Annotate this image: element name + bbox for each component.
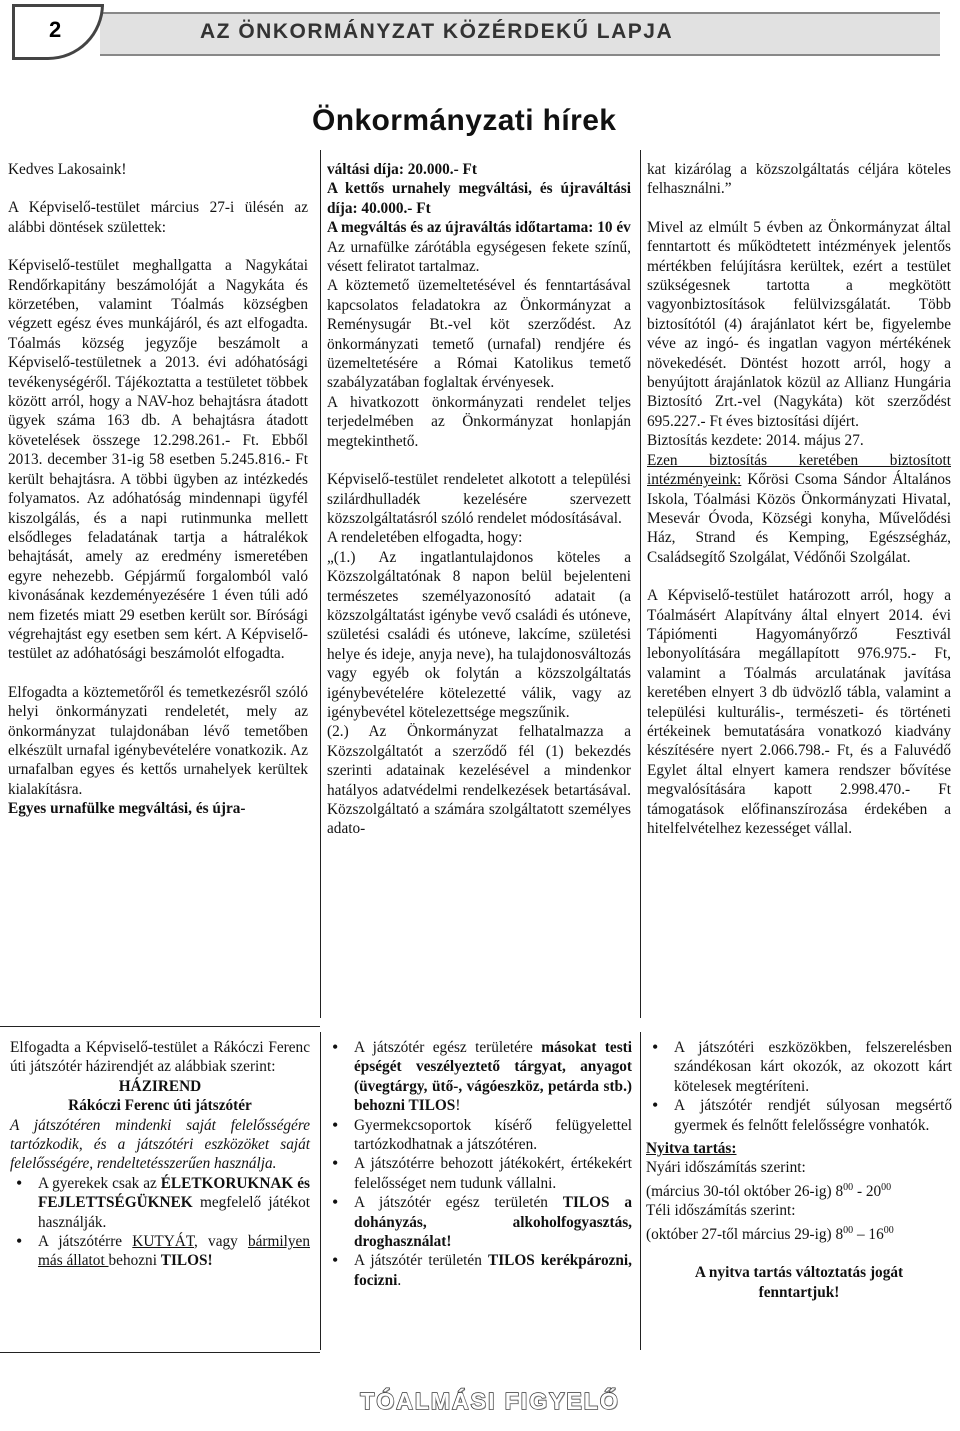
col1-paragraph-1: A Képviselő-testület március 27-i ülésén az alábbi döntések születtek: <box>8 199 308 236</box>
urn-period: A megváltás és az újraváltás időtartama: 10 év <box>327 219 631 237</box>
footer-masthead <box>300 1388 680 1424</box>
playground-rules-box <box>0 1032 321 1350</box>
hours-title: Nyitva tartás: <box>646 1140 737 1158</box>
masthead-text: TÓALMÁSI FIGYELŐ <box>360 1388 620 1414</box>
box-intro: Elfogadta a Képviselő-testület a Rákóczi Ferenc úti játszótér házirendjét az alábbiak szerint: <box>10 1039 310 1076</box>
rule-item: • Gyermekcsoportok kísérő felügyelettel tartózkodhatnak a játszótéren. <box>326 1116 632 1155</box>
rules-column-3 <box>646 1038 952 1302</box>
rule-item: • A játszótér területén TILOS kerékpározni, focizni. <box>326 1251 632 1290</box>
col3-paragraph-5: A Képviselő-testület határozott arról, hogy a Tóalmásért Alapítvány által elnyert 2014. évi Tápiómenti Hagyományőrző Fesztivál lebonyolítására megállapított 976.975.- Ft, valamint a Tóalmás arculatának javítása keretében elnyert 3 db üdvözlő tábla, valamint a települési kulturális-, természeti- és történeti értékeinek bemutatására vonatkozó kiadvány készítésére nyert 2.066.798.- Ft, és a Faluvédő Egylet által elnyert kamera rendszer bővítése megvalósítására kapott 2.998.470.- Ft támogatások előfinanszírozása érdekében a hitelfelvételhez kezességet vállal. <box>647 587 951 837</box>
section-title: Önkormányzati hírek <box>312 104 617 137</box>
insurance-start: Biztosítás kezdete: 2014. május 27. <box>647 432 864 450</box>
box-bottom-rule <box>0 1352 320 1353</box>
col3-paragraph-2: Mivel az elmúlt 5 évben az Önkormányzat által fenntartott és működtetett intézmények jelentős mértékben felújításra kerültek, ezért a testület szükségesnek tartotta a megkötött vagyonbiztosítások felülvizsgálatát. Több biztosítótól (4) árajánlatot kért be, figyelembe véve az ingó- és ingatlan vagyon mértékének növekedését. Döntést hozott arról, hogy a benyújtott árajánlatok közül az Allianz Hungária Biztosító Zrt.-vel (Nagykáta) köt szerződést 695.227.- Ft éves biztosítási díjért. <box>647 218 951 430</box>
col2-paragraph-3: A köztemető üzemeltetésével és fenntartásával kapcsolatos feladatokra az Önkormányzat a Reménysugár Bt.-vel köt szerződést. Az önkormányzati temető (urnafal) rendjére és üzemeltetésére a Római Katolikus temető szabályzatában foglaltak érvényesek. <box>327 277 631 392</box>
rule-item: • A gyerekek csak az ÉLETKORUKNAK és FEJLETTSÉGÜKNEK megfelelő játékot használják. <box>10 1174 310 1232</box>
rules-italic-intro: A játszótéren mindenki saját felelősségére tartózkodik, és a játszótéri eszközöket saját felelősségére, rendeltetésszerűen használja. <box>10 1116 310 1173</box>
page-number: 2 <box>49 17 62 42</box>
winter-label: Téli időszámítás szerint: <box>646 1202 796 1220</box>
rules-column-2 <box>326 1038 632 1290</box>
col1-paragraph-4: Egyes urnafülke megváltási, és újra- <box>8 800 246 818</box>
summer-label: Nyári időszámítás szerint: <box>646 1159 806 1177</box>
col2-paragraph-7: „(1.) Az ingatlantulajdonos köteles a Közszolgáltatónak 8 napon belül bejelenteni természetes személyazonosító adatait (a közszolgáltatást igénybe vevő családi és utóneve, születési családi és utóneve, lakcíme, születési helye és ideje, anyja neve), ha tulajdonosváltozás vagy egyéb ok folytán a közszolgáltatás igénybevételére kötelezetté válik, vagy az igénybevétel kötelezettsége megszűnik. <box>327 548 631 721</box>
rules-title: HÁZIREND <box>118 1077 202 1095</box>
urn-fee-double: A kettős urnahely megváltási, és újraváltási díja: 40.000.- Ft <box>327 180 631 217</box>
rule-item: • A játszótérre behozott játékokért, értékekért felelősséget nem tudunk vállalni. <box>326 1154 632 1193</box>
column-2 <box>327 160 631 839</box>
publication-title: AZ ÖNKORMÁNYZAT KÖZÉRDEKŰ LAPJA <box>200 20 674 43</box>
greeting: Kedves Lakosaink! <box>8 161 127 178</box>
col3-paragraph-1: kat kizárólag a közszolgáltatás céljára köteles felhasználni.” <box>647 161 951 198</box>
col3-paragraph-4: Ezen biztosítás keretében biztosított intézményeink: Kőrösi Csoma Sándor Általános Iskola, Tóalmási Közös Önkormányzati Hivatal, Mesevár Óvoda, Községi konyha, Művelődési Ház, Strand és Kemping, Egészségház, Családsegítő Szolgálat, Védőnői Szolgálat. <box>647 451 951 566</box>
page-header <box>0 0 960 68</box>
col2-paragraph-2: Az urnafülke zárótábla egységesen fekete színű, vésett feliratot tartalmaz. <box>327 238 631 276</box>
urn-fee-single: váltási díja: 20.000.- Ft <box>327 161 477 178</box>
column-rule-1 <box>320 150 321 1018</box>
column-3 <box>647 160 951 838</box>
summer-hours: (március 30-tól október 26-ig) $8^{00} - 20^{00}$ <box>646 1181 892 1200</box>
col2-paragraph-4: A hivatkozott önkormányzati rendelet teljes terjedelmében az Önkormányzat honlapján megtekinthető. <box>327 393 631 450</box>
header-bar <box>100 12 940 56</box>
column-rule-2 <box>640 150 641 1018</box>
col1-paragraph-2: Képviselő-testület meghallgatta a Nagykátai Rendőrkapitány beszámolóját a Nagykáta és körzetében, valamint Tóalmás községben végzett egész éves munkájáról, és azt elfogadta. Tóalmás község jegyzője beszámolt a Képviselő-testületnek a 2013. évi adóhatósági tevékenységéről. Tájékoztatta a testületet többek között arról, hogy a NAV-hoz behajtásra átadott ügyek száma 163 db. A behajtásra átadott követelések összege 12.298.261.- Ft. Ebből 2013. december 31-ig 58 esetben 5.245.816.- Ft került behajtásra. A többi ügyben az intézkedés folyamatos. Az adóhatóság mindennapi ügyfél kiszolgálás, és a napi rutinmunka mellett elsődleges feladatának tartja a hátralékok behajtását, amely az eredmény ismeretében egyre nehezebb. Gépjármű forgalomból való kivonásának kezdeményezésére 1 éven túli adó nem fizetés miatt 29 esetben került sor. Bírósági végrehajtást egy esetben sem kért. A Képviselő-testület az adóhatósági beszámolót elfogadta. <box>8 257 308 663</box>
rule-item: • A játszótér egész területére másokat testi épségét veszélyeztető tárgyat, anyagot (üvegtárgy, ütő-, vágóeszköz, petárda stb.) behozni TILOS! <box>326 1038 632 1116</box>
col2-paragraph-8: (2.) Az Önkormányzat felhatalmazza a Közszolgáltatót a szerződő fél (1) bekezdés szerinti adatainak kezelésével a mindenkor hatályos adatvédelmi rendelkezések betartásával. Közszolgáltató a számára szolgáltatott személyes adato- <box>327 723 631 838</box>
column-rule-3 <box>640 1032 641 1350</box>
col2-paragraph-5: Képviselő-testület rendeletet alkotott a települési szilárdhulladék kezelésére szervezett közszolgáltatásról szóló rendelet módosításával. <box>327 471 631 527</box>
col2-paragraph-6: A rendeletében elfogadta, hogy: <box>327 529 523 547</box>
rule-item: • A játszótér egész területén TILOS a dohányzás, alkoholfogyasztás, droghasználat! <box>326 1193 632 1251</box>
hours-notice: A nyitva tartás változtatás jogát fenntartjuk! <box>694 1264 904 1301</box>
box-top-rule <box>0 1026 320 1027</box>
rule-item: • A játszótéri eszközökben, felszerelésben szándékosan kárt okozók, az okozott kárt kötelesek megtéríteni. <box>646 1038 952 1096</box>
page-number-tab <box>12 4 104 60</box>
rule-item: • A játszótérre KUTYÁT, vagy bármilyen más állatot behozni TILOS! <box>10 1232 310 1271</box>
column-1 <box>8 160 308 819</box>
winter-hours: (október 27-től március 29-ig) $8^{00} - 16^{00}$ <box>646 1224 894 1243</box>
col1-paragraph-3: Elfogadta a köztemetőről és temetkezésről szóló helyi önkormányzati rendeletét, mely az önkormányzat tulajdonában lévő temetőben elkészült urnafal igénybevételére vonatkozik. Az urnafalban egyes és kettős urnahelyek kerültek kialakításra. <box>8 683 308 798</box>
rule-item: • A játszótér rendjét súlyosan megsértő gyermek és felnőtt felelősségre vonhatók. <box>646 1096 952 1135</box>
rules-subtitle: Rákóczi Ferenc úti játszótér <box>68 1097 252 1115</box>
